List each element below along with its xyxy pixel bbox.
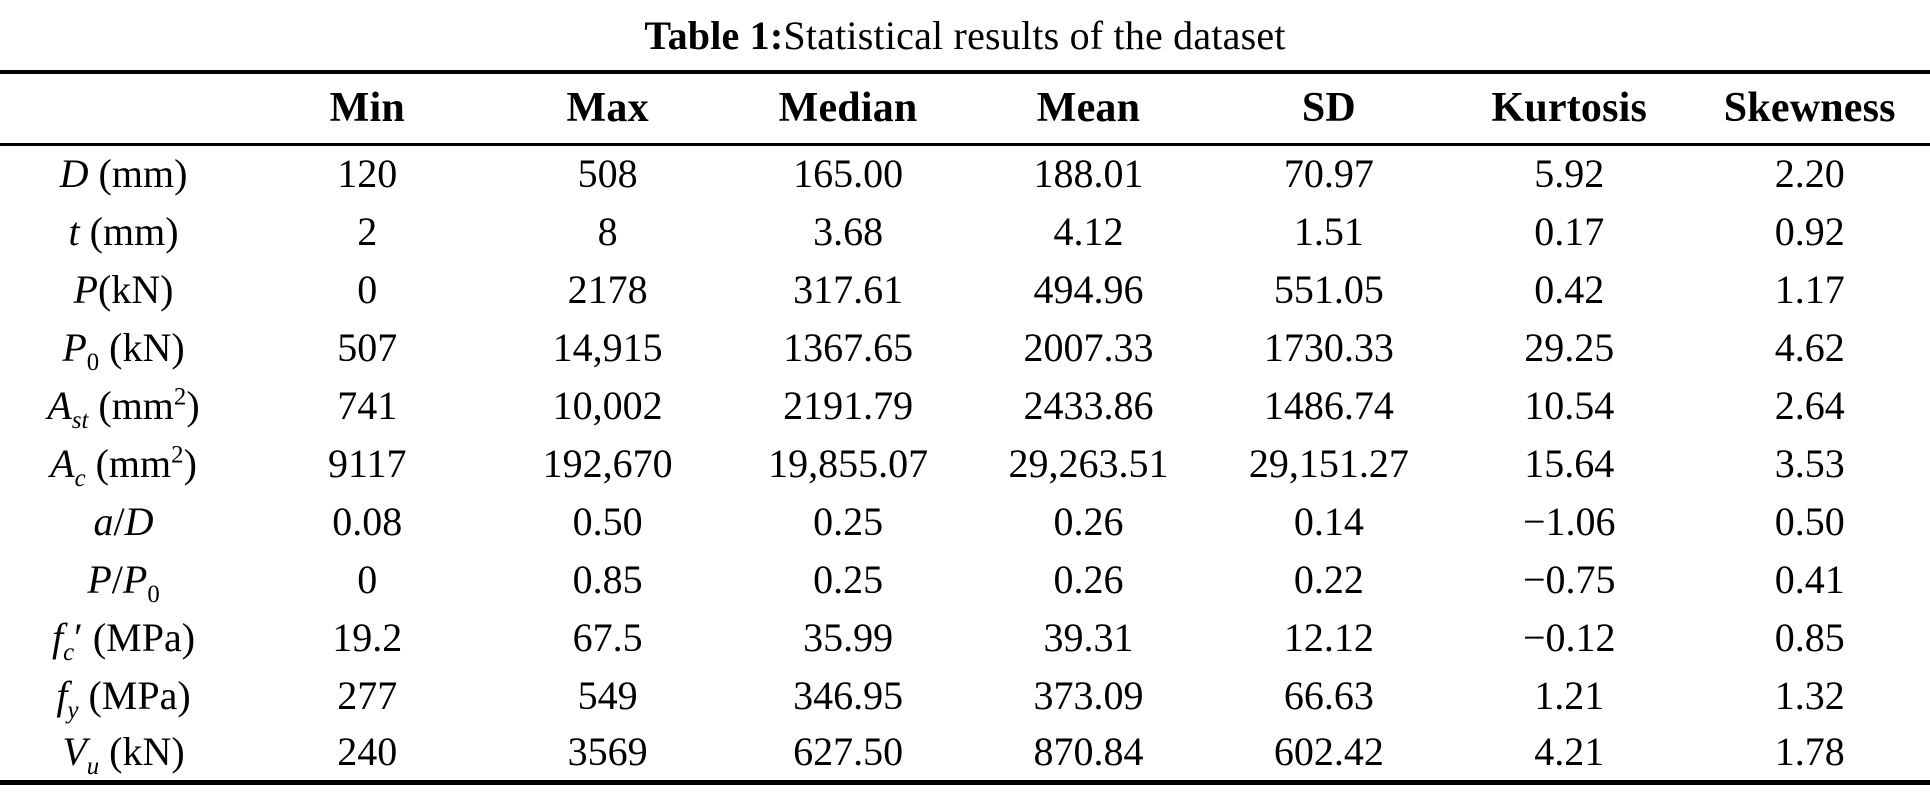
cell-value: 3.68 (813, 208, 884, 254)
column-header-max: Max (487, 72, 727, 144)
row-label: $P_0$ (kN) (62, 324, 185, 376)
cell-value: 188.01 (1033, 151, 1144, 197)
column-header-mean: Mean (968, 72, 1208, 144)
cell-value: 277 (337, 672, 398, 718)
cell-value: 10.54 (1524, 382, 1615, 428)
row-label: $A_c$ $(mm^2)$ (50, 440, 197, 492)
cell-value: 1.32 (1774, 672, 1845, 718)
table-row (0, 550, 1930, 608)
cell-value: 0.25 (813, 498, 884, 544)
cell-value: 1.51 (1293, 208, 1364, 254)
row-label: $A_{st}$ $(mm^2)$ (47, 382, 200, 434)
cell-value: 870.84 (1033, 729, 1144, 775)
cell-value: 0.92 (1774, 208, 1845, 254)
cell-value: −1.06 (1523, 498, 1616, 544)
table-header (0, 72, 1930, 144)
cell-value: 192,670 (542, 440, 673, 486)
cell-value: 120 (337, 151, 398, 197)
cell-value: 66.63 (1283, 672, 1374, 718)
cell-value: 2433.86 (1023, 382, 1154, 428)
column-header-skewness: Skewness (1689, 72, 1930, 144)
cell-value: 70.97 (1283, 151, 1374, 197)
cell-value: 35.99 (803, 614, 894, 660)
cell-value: 4.12 (1053, 208, 1124, 254)
cell-value: 0.85 (1774, 614, 1845, 660)
cell-value: 39.31 (1043, 614, 1134, 660)
row-label: P(kN) (73, 266, 174, 312)
cell-value: 8 (597, 208, 618, 254)
cell-value: 317.61 (793, 266, 904, 312)
cell-value: 346.95 (793, 672, 904, 718)
table-row (0, 724, 1930, 782)
cell-value: 2178 (567, 266, 648, 312)
cell-value: 1730.33 (1263, 324, 1394, 370)
cell-value: 0.26 (1053, 498, 1124, 544)
row-label: $f_c'$ (MPa) (51, 614, 196, 666)
cell-value: 29,263.51 (1008, 440, 1169, 486)
cell-value: 4.21 (1534, 729, 1605, 775)
cell-value: 507 (337, 324, 398, 370)
table-caption-number: Table 1: (644, 12, 784, 58)
column-header-sd: SD (1209, 72, 1449, 144)
table-body (0, 144, 1930, 782)
cell-value: 2 (357, 208, 378, 254)
cell-value: 0.50 (572, 498, 643, 544)
statistics-table (0, 70, 1930, 785)
cell-value: 15.64 (1524, 440, 1615, 486)
table-row (0, 318, 1930, 376)
cell-value: 627.50 (793, 729, 904, 775)
cell-value: 549 (577, 672, 638, 718)
cell-value: 1486.74 (1263, 382, 1394, 428)
column-header-empty (0, 72, 247, 144)
cell-value: 4.62 (1774, 324, 1845, 370)
table-row (0, 492, 1930, 550)
cell-value: 0.26 (1053, 556, 1124, 602)
cell-value: 1.78 (1774, 729, 1845, 775)
cell-value: 2.64 (1774, 382, 1845, 428)
cell-value: 29,151.27 (1248, 440, 1409, 486)
cell-value: 373.09 (1033, 672, 1144, 718)
table-row (0, 144, 1930, 202)
cell-value: 9117 (327, 440, 407, 486)
cell-value: 0 (357, 266, 378, 312)
cell-value: 240 (337, 729, 398, 775)
cell-value: 2191.79 (783, 382, 914, 428)
table-caption (0, 0, 1930, 70)
table-row (0, 260, 1930, 318)
cell-value: −0.12 (1523, 614, 1616, 660)
row-label: D (mm) (59, 151, 188, 197)
cell-value: 508 (577, 151, 638, 197)
row-label: a/D (93, 498, 154, 544)
table-row (0, 608, 1930, 666)
cell-value: 19.2 (332, 614, 403, 660)
cell-value: −0.75 (1523, 556, 1616, 602)
cell-value: 0 (357, 556, 378, 602)
cell-value: 0.17 (1534, 208, 1605, 254)
cell-value: 551.05 (1273, 266, 1384, 312)
cell-value: 1367.65 (783, 324, 914, 370)
cell-value: 5.92 (1534, 151, 1605, 197)
column-header-kurtosis: Kurtosis (1449, 72, 1689, 144)
cell-value: 19,855.07 (768, 440, 929, 486)
cell-value: 0.22 (1293, 556, 1364, 602)
cell-value: 0.50 (1774, 498, 1845, 544)
table-row (0, 202, 1930, 260)
cell-value: 0.85 (572, 556, 643, 602)
cell-value: 3569 (567, 729, 648, 775)
table-header-row (0, 72, 1930, 144)
cell-value: 602.42 (1273, 729, 1384, 775)
row-label: $P/P_0$ (87, 556, 160, 608)
cell-value: 2007.33 (1023, 324, 1154, 370)
cell-value: 67.5 (572, 614, 643, 660)
column-header-median: Median (728, 72, 968, 144)
table-row (0, 376, 1930, 434)
cell-value: 14,915 (552, 324, 663, 370)
cell-value: 0.08 (332, 498, 403, 544)
cell-value: 165.00 (793, 151, 904, 197)
column-header-min: Min (247, 72, 487, 144)
cell-value: 1.21 (1534, 672, 1605, 718)
table-caption-text: Statistical results of the dataset (783, 12, 1286, 58)
cell-value: 494.96 (1033, 266, 1144, 312)
table-row (0, 666, 1930, 724)
cell-value: 1.17 (1774, 266, 1845, 312)
cell-value: 0.42 (1534, 266, 1605, 312)
table-row (0, 434, 1930, 492)
cell-value: 0.25 (813, 556, 884, 602)
cell-value: 10,002 (552, 382, 663, 428)
row-label: $V_u$ (kN) (62, 729, 185, 781)
cell-value: 2.20 (1774, 151, 1845, 197)
cell-value: 29.25 (1524, 324, 1615, 370)
cell-value: 0.41 (1774, 556, 1845, 602)
cell-value: 12.12 (1283, 614, 1374, 660)
cell-value: 741 (337, 382, 398, 428)
row-label: t (mm) (68, 208, 179, 254)
row-label: $f_y$ (MPa) (56, 672, 191, 724)
cell-value: 3.53 (1774, 440, 1845, 486)
cell-value: 0.14 (1293, 498, 1364, 544)
